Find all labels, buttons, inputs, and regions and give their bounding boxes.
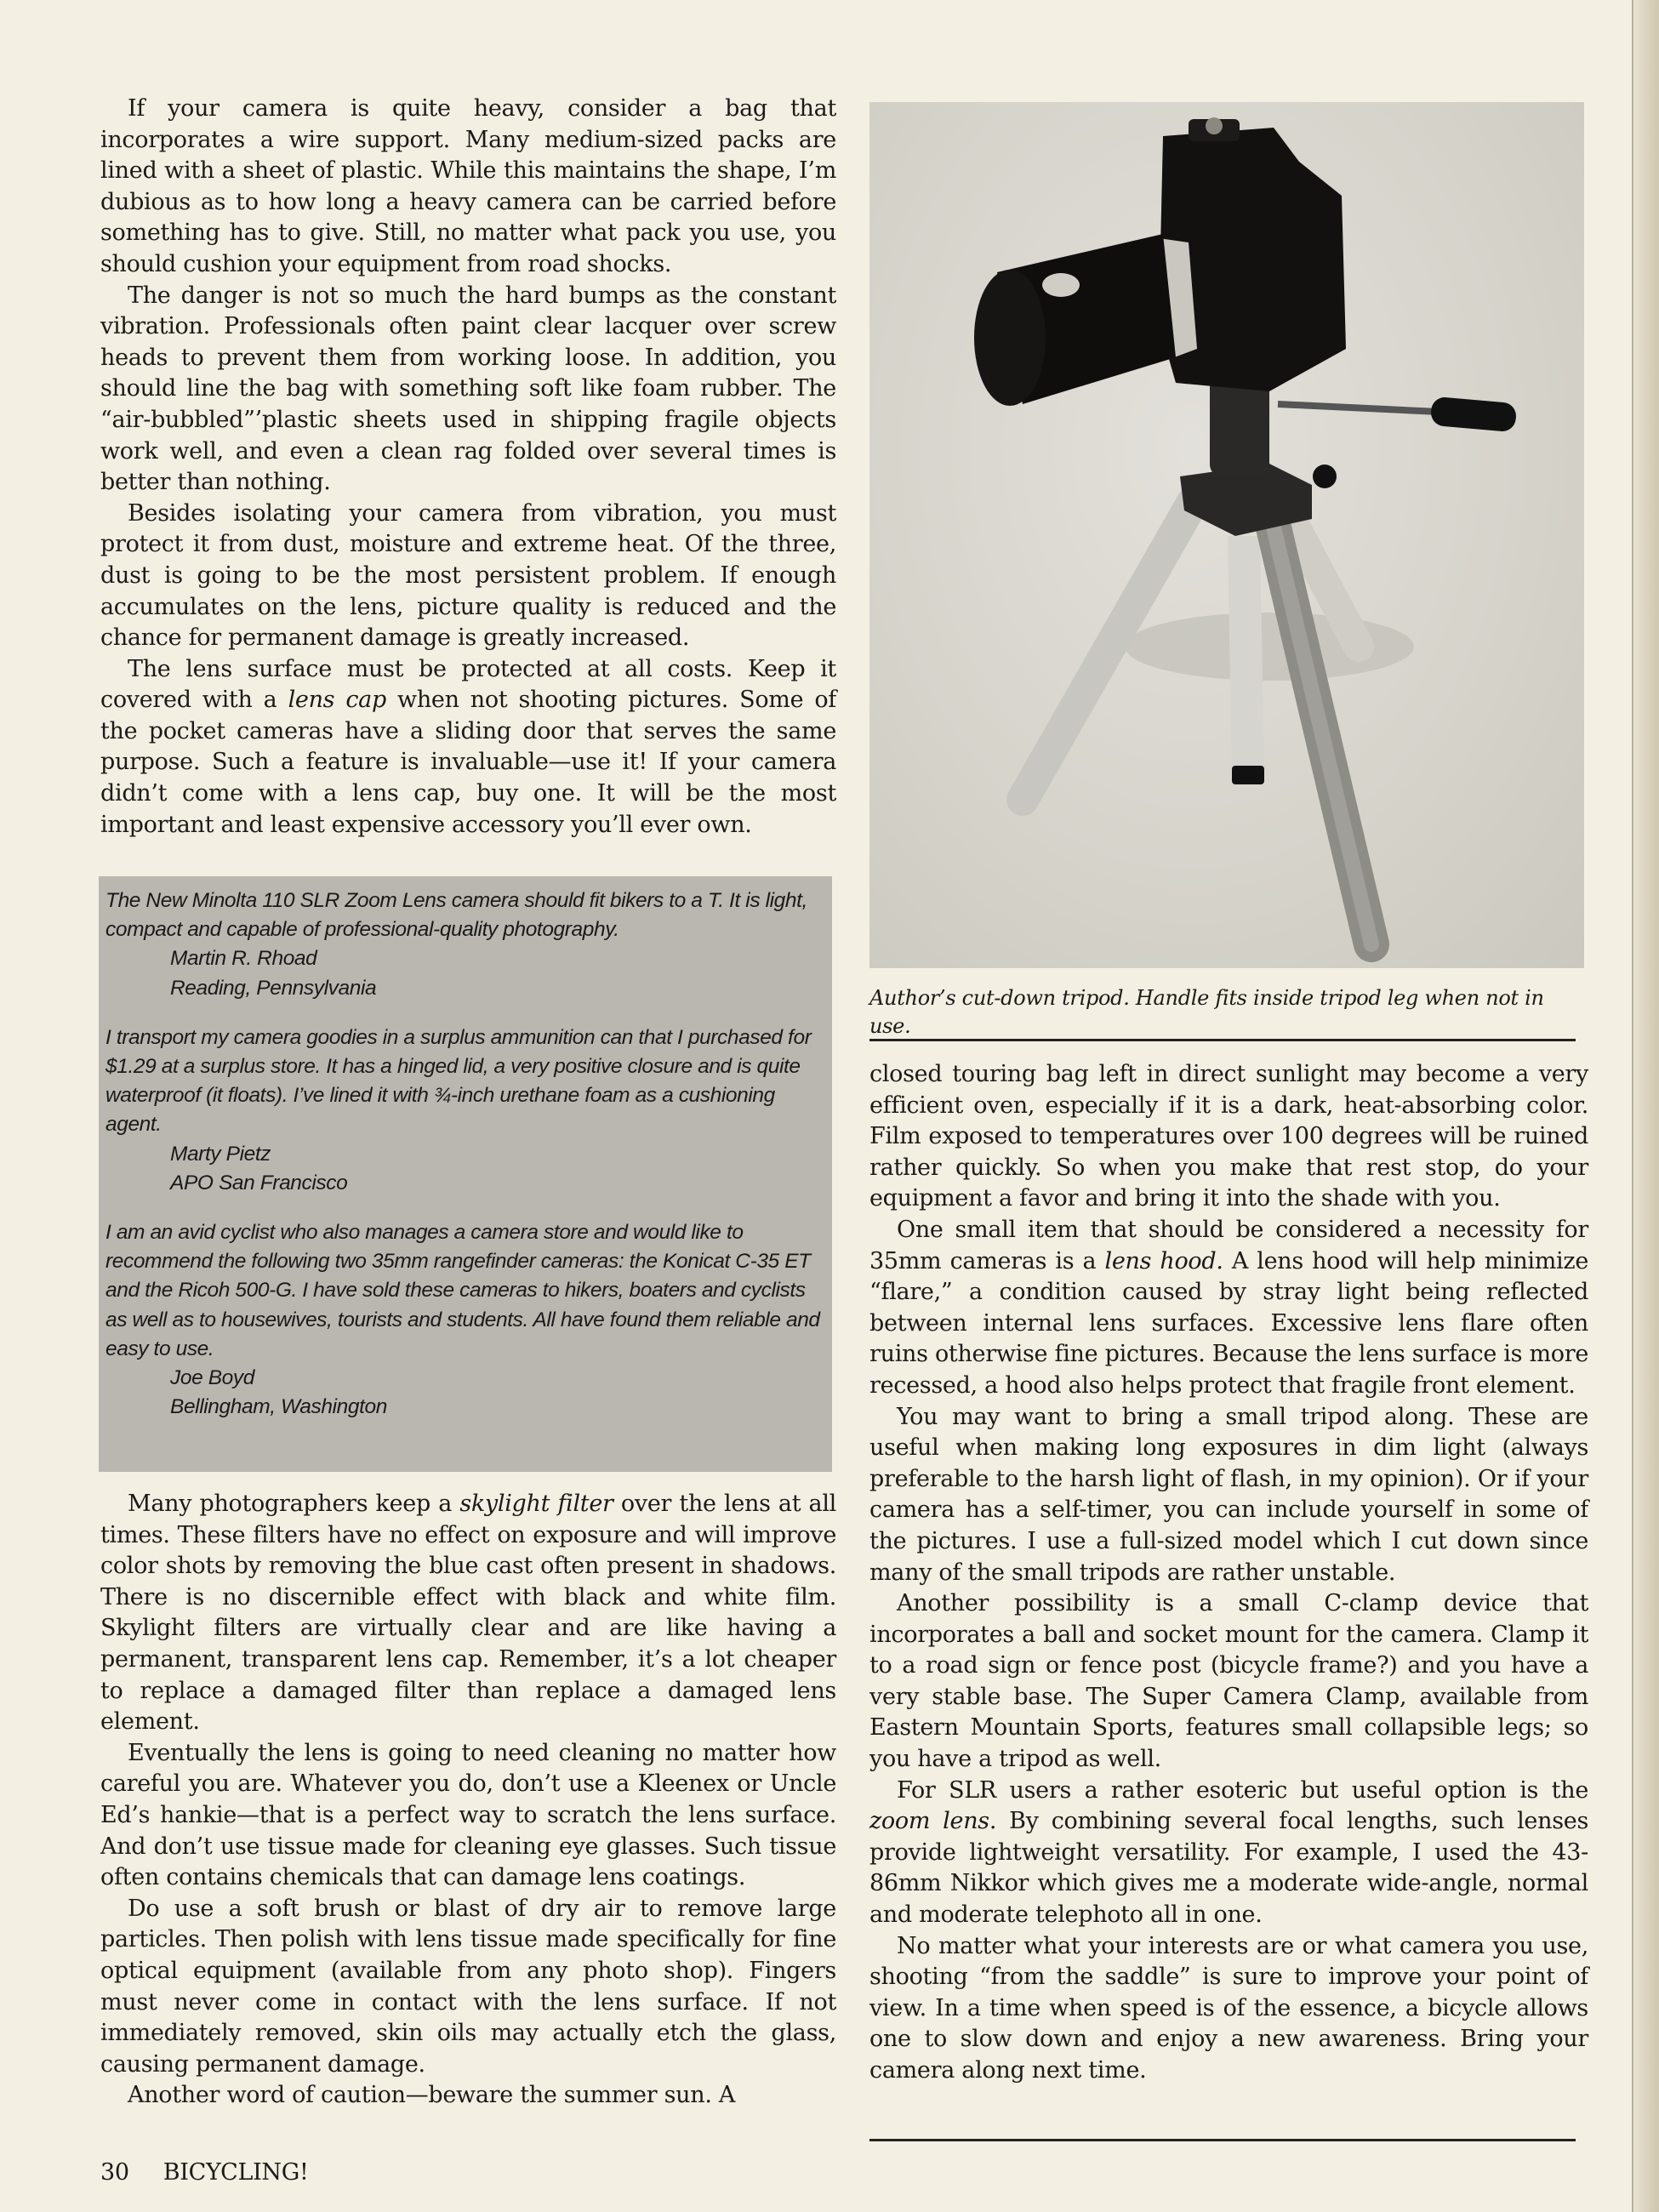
page-spine	[1632, 0, 1659, 2212]
letter-author: Marty Pietz	[170, 1142, 271, 1166]
letter-author: Martin R. Rhoad	[170, 947, 317, 971]
paragraph-vibration: The danger is not so much the hard bumps as the constant vibration. Professionals often paint clear lacquer over screw heads to prevent them from working loose. In addition, you should line the bag with something soft like foam rubber. The “air-bubbled”’plastic sheets used in shipping fragile objects work well, and even a clean rag folded over several times is better than nothing.	[100, 282, 836, 496]
term-skylight-filter: skylight filter	[459, 1491, 613, 1517]
letter-location: APO San Francisco	[170, 1171, 348, 1194]
term-lens-hood: lens hood.	[1104, 1247, 1223, 1274]
reader-tips-sidebar	[99, 876, 832, 1472]
right-column	[869, 1059, 1588, 2087]
pan-handle-rod	[1278, 404, 1457, 413]
camera-tripod-illustration	[869, 102, 1584, 968]
caption-divider	[869, 1039, 1576, 1041]
reader-letter	[99, 1023, 832, 1198]
paragraph-heavy-camera: If your camera is quite heavy, consider a bag that incorporates a wire support. Many medium-sized packs are lined with a sheet of plastic. While this maintains the shape, I’m dubious as to how long a heavy camera can be carried before something has to give. Still, no matter what pack you use, you should cushion your equipment from road shocks.	[100, 95, 836, 277]
magazine-title: BICYCLING!	[162, 2159, 309, 2186]
letter-location: Reading, Pennsylvania	[170, 976, 377, 1000]
reader-letter	[99, 887, 832, 1003]
paragraph-dust: Besides isolating your camera from vibration, you must protect it from dust, moisture and extreme heat. Of the three, dust is going to be the most persistent problem. If enough accumulates on the lens, picture quality is reduced and the chance for permanent damage is greatly increased.	[100, 499, 836, 652]
photo-caption: Author’s cut-down tripod. Handle fits inside tripod leg when not in use.	[869, 986, 1544, 1038]
page-footer	[100, 2159, 309, 2186]
paragraph-tripod: You may want to bring a small tripod along. These are useful when making long exposures in dim light (always preferable to the harsh light of flash, in my opinion). Or if your camera has a self-timer, you can include yourself in some of the pictures. I use a full-sized model which I cut down since many of the small tripods are rather unstable.	[869, 1403, 1588, 1586]
tripod-leg-center	[1244, 536, 1248, 774]
paragraph-touring-bag: closed touring bag left in direct sunlight may become a very efficient oven, especially if it is a dark, heat-absorbing color. Film exposed to temperatures over 100 degrees will be ruined rather quickly. So when you make that rest stop, do your equipment a favor and bring it into the shade with you.	[869, 1061, 1588, 1212]
letter-text: I am an avid cyclist who also manages a camera store and would like to recommend the following two 35mm rangefinder cameras: the Konicat C-35 ET and the Ricoh 500-G. I have sold these cameras to hikers, boaters and cyclists as well as to housewives, tourists and students. All have found them reliable and easy to use.	[105, 1221, 820, 1360]
left-column-bottom	[100, 1489, 836, 2112]
lens-label	[1042, 273, 1080, 297]
letter-text: I transport my camera goodies in a surplus ammunition can that I purchased for $1.29 at a surplus store. It has a hinged lid, a very positive closure and is quite waterproof (it floats). I’ve lined it with ¾-inch urethane foam as a cushioning agent.	[105, 1025, 812, 1137]
paragraph-c-clamp: Another possibility is a small C-clamp device that incorporates a ball and socket mount for the camera. Clamp it to a road sign or fence post (bicycle frame?) and you have a very stable base. The Super Camera Clamp, available from Eastern Mountain Sports, features small collapsible legs; so you have a tripod as well.	[869, 1590, 1588, 1773]
paragraph-closing: No matter what your interests are or what camera you use, shooting “from the saddle” is sure to improve your point of view. In a time when speed is of the essence, a bicycle allows one to slow down and enjoy a new awareness. Bring your camera along next time.	[869, 1932, 1588, 2084]
left-column-top	[100, 94, 836, 841]
letter-location: Bellingham, Washington	[170, 1395, 387, 1419]
paragraph-lens-hood: One small item that should be considered a necessity for 35mm cameras is a lens hood. A lens hood will help minimize “flare,” a condition caused by stray light being reflected between internal lens surfaces. Excessive lens flare often ruins otherwise fine pictures. Because the lens surface is more recessed, a hood also helps protect that fragile front element.	[869, 1216, 1588, 1399]
tripod-lock-knob	[1313, 465, 1337, 488]
paragraph-brush: Do use a soft brush or blast of dry air to remove large particles. Then polish with lens tissue made specifically for fine optical equipment (available from any photo shop). Fingers must never come in contact with the lens surface. If not immediately removed, skin oils may actually etch the glass, causing permanent damage.	[100, 1895, 836, 2078]
page-number: 30	[100, 2159, 129, 2186]
tripod-foot	[1232, 766, 1264, 784]
term-lens-cap: lens cap	[288, 687, 386, 714]
letter-text: The New Minolta 110 SLR Zoom Lens camera should fit bikers to a T. It is light, compact and capable of professional-quality photography.	[105, 889, 807, 942]
paragraph-lens-cap: The lens surface must be protected at all costs. Keep it covered with a lens cap when not shooting pictures. Some of the pocket cameras have a sliding door that serves the same purpose. Such a feature is invaluable—use it! If your camera didn’t come with a lens cap, buy one. It will be the most important and least expensive accessory you’ll ever own.	[100, 655, 836, 838]
tripod-photo	[869, 102, 1584, 968]
paragraph-zoom-lens: For SLR users a rather esoteric but useful option is the zoom lens. By combining several focal lengths, such lenses provide lightweight versatility. For example, I used the 43-86mm Nikkor which gives me a moderate wide-angle, normal and moderate telephoto all in one.	[869, 1776, 1588, 1929]
pan-handle-grip	[1430, 396, 1518, 433]
reader-letter	[99, 1218, 832, 1422]
paragraph-cleaning: Eventually the lens is going to need cleaning no matter how careful you are. Whatever you do, don’t use a Kleenex or Uncle Ed’s hankie—that is a perfect way to scratch the lens surface. And don’t use tissue made for cleaning eye glasses. Such tissue often contains chemicals that can damage lens coatings.	[100, 1739, 836, 1891]
paragraph-summer-sun: Another word of caution—beware the summer sun. A	[128, 2082, 736, 2109]
shutter-button	[1206, 117, 1223, 134]
lens-hood	[974, 270, 1046, 406]
letter-author: Joe Boyd	[170, 1366, 254, 1390]
term-zoom-lens: zoom lens	[869, 1808, 989, 1835]
paragraph-skylight-filter: Many photographers keep a skylight filter over the lens at all times. These filters have no effect on exposure and will improve color shots by removing the blue cast often present in shadows. There is no discernible effect with black and white film. Skylight filters are virtually clear and are like having a permanent, transparent lens cap. Remember, it’s a lot cheaper to replace a damaged filter than replace a damaged lens element.	[100, 1491, 836, 1736]
article-end-rule	[869, 2139, 1576, 2141]
